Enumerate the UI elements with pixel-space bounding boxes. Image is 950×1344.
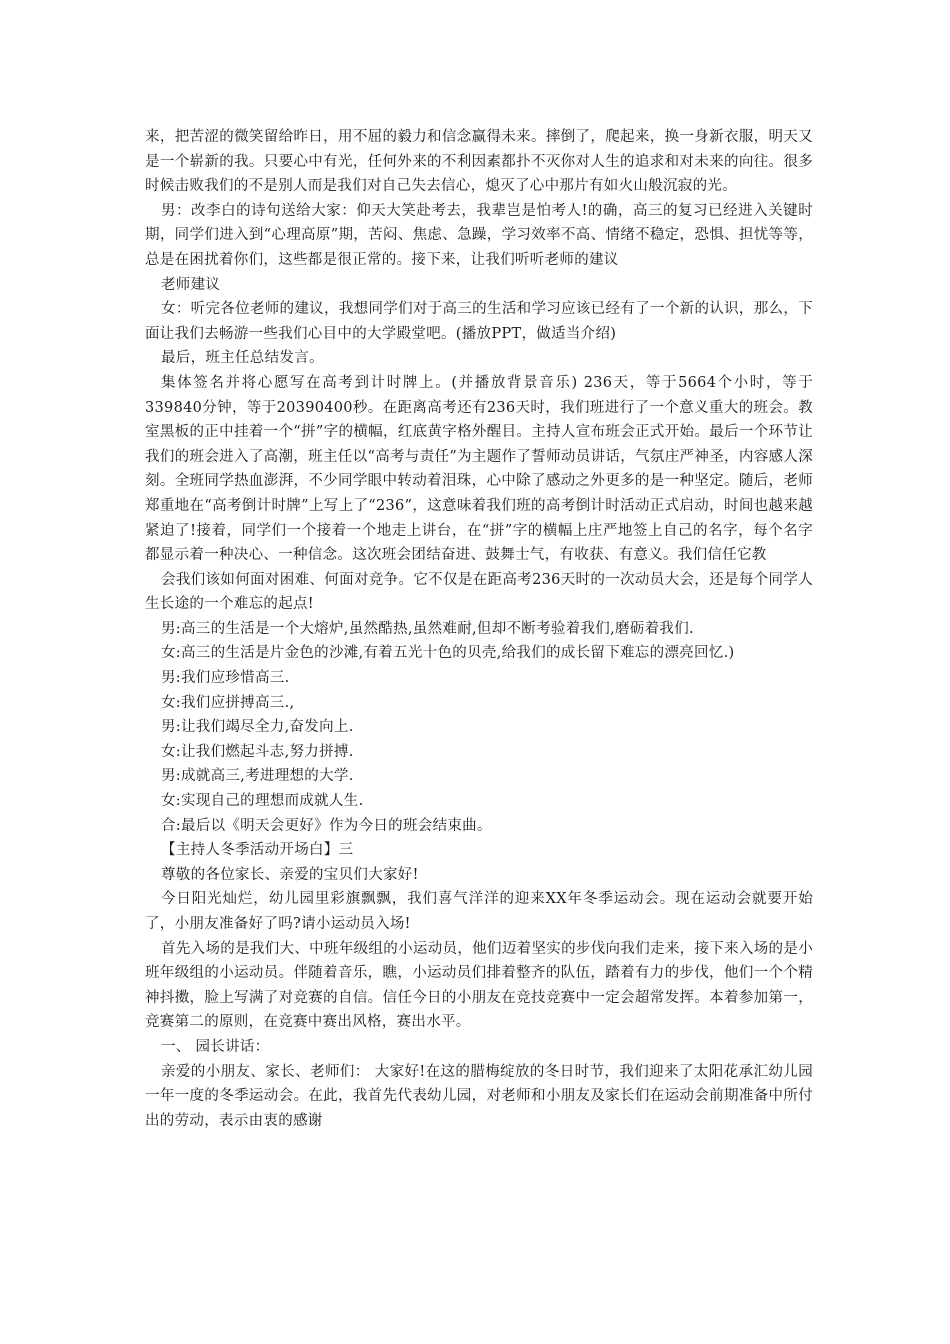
paragraph: 来，把苦涩的微笑留给昨日，用不屈的毅力和信念赢得未来。摔倒了，爬起来，换一身新衣服，明天又是一个崭新的我。只要心中有光，任何外来的不利因素都扑不灭你对人生的追求和对未来的向往。很多时候击败我们的不是别人而是我们对自己失去信心，熄灭了心中那片有如火山般沉寂的光。 [145,129,813,195]
paragraph: 会我们该如何面对困难、何面对竞争。它不仅是在距高考236天时的一次动员大会，还是每个同学人生长途的一个难忘的起点! [145,571,813,613]
paragraph: 亲爱的小朋友、家长、老师们： 大家好!在这的腊梅绽放的冬日时节，我们迎来了太阳花承汇幼儿园一年一度的冬季运动会。在此，我首先代表幼儿园，对老师和小朋友及家长们在运动会前期准备中所付出的劳动，表示由衷的感谢 [145,1063,813,1129]
paragraph: 最后，班主任总结发言。 [161,350,324,367]
paragraph: 女：听完各位老师的建议，我想同学们对于高三的生活和学习应该已经有了一个新的认识，那么，下面让我们去畅游一些我们心目中的大学殿堂吧。(播放PPT，做适当介绍) [145,301,813,342]
paragraph: 女:让我们燃起斗志,努力拼搏. [161,743,354,760]
paragraph: 女:高三的生活是片金色的沙滩,有着五光十色的贝壳,给我们的成长留下难忘的漂亮回忆.) [161,645,735,662]
paragraph: 首先入场的是我们大、中班年级组的小运动员，他们迈着坚实的步伐向我们走来，接下来入场的是小班年级组的小运动员。伴随着音乐，瞧，小运动员们排着整齐的队伍，踏着有力的步伐，他们一个个精神抖擞，脸上写满了对竞赛的自信。信任今日的小朋友在竞技竞赛中一定会超常发挥。本着参加第一，竞赛第二的原则，在竞赛中赛出风格，赛出水平。 [145,940,813,1031]
paragraph: 男:我们应珍惜高三. [161,670,290,687]
paragraph: 女:实现自己的理想而成就人生. [161,793,364,810]
paragraph: 女:我们应拼搏高三., [161,694,295,711]
paragraph: 男:让我们竭尽全力,奋发向上. [161,719,354,736]
paragraph: 男:成就高三,考进理想的大学. [161,768,354,785]
paragraph: 男:高三的生活是一个大熔炉,虽然酷热,虽然难耐,但却不断考验着我们,磨砺着我们. [161,620,694,637]
paragraph: 老师建议 [161,276,221,293]
paragraph: 集体签名并将心愿写在高考到计时牌上。(并播放背景音乐) 236天，等于5664个小时，等于339840分钟，等于20390400秒。在距离高考还有236天时，我们班进行了一个意义重大的班会。教室黑板的正中挂着一个“拼”字的横幅，红底黄字格外醒目。主持人宣布班会正式开始。最后一个环节让我们的班会进入了高潮，班主任以“高考与责任”为主题作了誓师动员讲话，气氛庄严神圣，内容感人深刻。全班同学热血澎湃，不少同学眼中转动着泪珠，心中除了感动之外更多的是一种坚定。随后，老师郑重地在“高考倒计时牌”上写上了“236”，这意味着我们班的高考倒计时活动正式启动，时间也越来越紧迫了!接着，同学们一个接着一个地走上讲台，在“拼”字的横幅上庄严地签上自己的名字，每个名字都显示着一种决心、一种信念。这次班会团结奋进、鼓舞士气，有收获、有意义。我们信任它教 [145,374,813,564]
paragraph: 男：改李白的诗句送给大家：仰天大笑赴考去，我辈岂是怕考人!的确，高三的复习已经进入关键时期，同学们进入到“心理高原”期，苦闷、焦虑、急躁，学习效率不高、情绪不稳定，恐惧、担忧等等，总是在困扰着你们，这些都是很正常的。接下来，让我们听听老师的建议 [145,202,813,268]
paragraph: 尊敬的各位家长、亲爱的宝贝们大家好! [161,866,419,883]
document-body [145,125,813,1133]
paragraph: 【主持人冬季活动开场白】三 [161,842,354,859]
paragraph: 今日阳光灿烂，幼儿园里彩旗飘飘，我们喜气洋洋的迎来XX年冬季运动会。现在运动会就要开始了，小朋友准备好了吗?请小运动员入场! [145,891,813,932]
paragraph: 合:最后以《明天会更好》作为今日的班会结束曲。 [161,817,492,834]
paragraph: 一、 园长讲话： [161,1038,270,1055]
